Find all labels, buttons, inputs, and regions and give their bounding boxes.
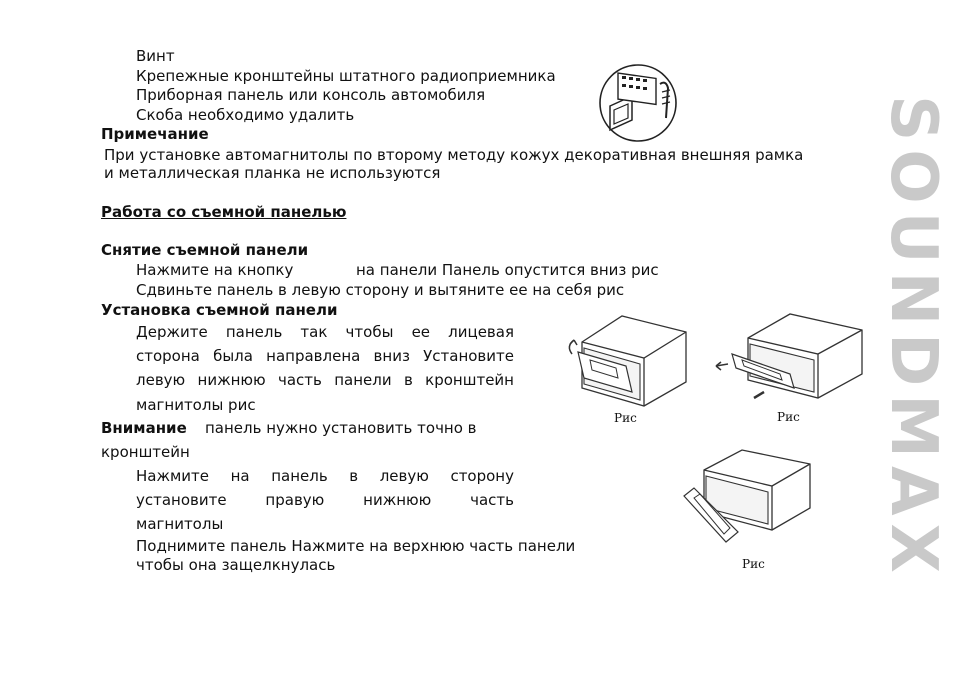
list-item-brackets: Крепежные кронштейны штатного радиоприемника [136, 67, 556, 85]
install-p1-line: Держите панель так чтобы ее лицевая [136, 323, 514, 341]
removal-heading: Снятие съемной панели [101, 241, 309, 259]
warning-text: панель нужно установить точно в [205, 419, 477, 437]
warning-last: кронштейн [101, 443, 190, 461]
install-p1-line: левую нижнюю часть панели в кронштейн [136, 371, 514, 389]
install-heading: Установка съемной панели [101, 301, 338, 319]
mounting-illustration [596, 62, 686, 144]
list-item-clip: Скоба необходимо удалить [136, 106, 355, 124]
note-line-1: При установке автомагнитолы по второму методу кожух декоративная внешняя рамка [104, 146, 804, 164]
brand-logo-text: SOUNDMAX [876, 95, 950, 581]
install-p2-line: установите правую нижнюю часть [136, 491, 514, 509]
install-paragraph-2 [136, 466, 514, 510]
figure-2-illustration [706, 308, 864, 408]
install-p2-last: магнитолы [136, 515, 224, 533]
note-heading: Примечание [101, 125, 209, 143]
figure-3-caption: Рис [742, 557, 765, 571]
removal-step-1b: на панели Панель опустится вниз рис [356, 261, 659, 279]
warning-label: Внимание [101, 419, 187, 437]
install-p2-line: Нажмите на панель в левую сторону [136, 467, 514, 485]
figure-3-illustration [680, 448, 814, 548]
figure-1-illustration [560, 308, 692, 408]
install-paragraph-1 [136, 322, 514, 390]
removal-step-2: Сдвиньте панель в левую сторону и вытяните ее на себя рис [136, 281, 625, 299]
install-p3-line-1: Поднимите панель Нажмите на верхнюю часть панели [136, 537, 576, 555]
figure-1-caption: Рис [614, 411, 637, 425]
removal-step-1a: Нажмите на кнопку [136, 261, 294, 279]
install-p3-line-2: чтобы она защелкнулась [136, 556, 336, 574]
list-item-dashboard: Приборная панель или консоль автомобиля [136, 86, 486, 104]
list-item-screw: Винт [136, 47, 175, 65]
install-p1-last: магнитолы рис [136, 396, 256, 414]
section-title: Работа со съемной панелью [101, 203, 347, 221]
figure-2-caption: Рис [777, 410, 800, 424]
note-line-2: и металлическая планка не используются [104, 164, 441, 182]
brand-logo [876, 48, 950, 628]
install-p1-line: сторона была направлена вниз Установите [136, 347, 514, 365]
